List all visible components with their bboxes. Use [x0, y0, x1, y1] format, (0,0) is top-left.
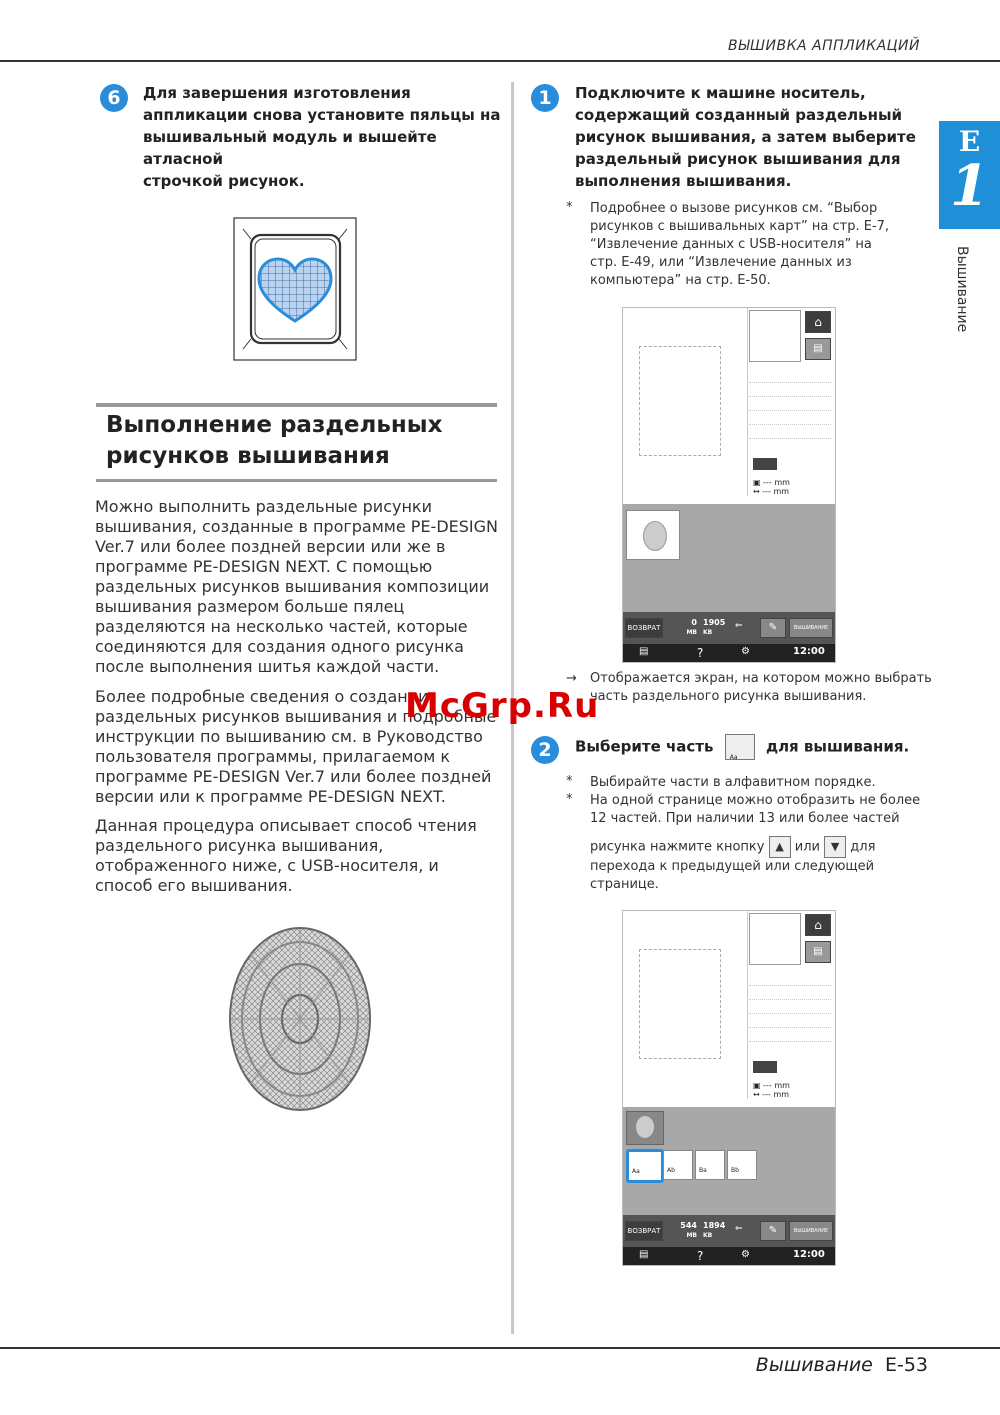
memory-button[interactable]	[805, 941, 831, 963]
note-line: рисунков с вышивальных карт” на стр. E-7,	[590, 219, 890, 234]
note-line: Подробнее о вызове рисунков см. “Выбор	[590, 201, 878, 216]
note-star: *	[566, 792, 573, 807]
page-footer	[756, 1354, 928, 1376]
part-icon-label: Aa	[729, 754, 738, 761]
bottom-toolbar	[623, 612, 835, 644]
thread-spool-icon	[753, 1061, 777, 1073]
step-2-note-1: Выбирайте части в алфавитном порядке.	[590, 775, 876, 790]
width-icon: ↔	[753, 1090, 763, 1099]
part-aa-button[interactable]	[626, 1149, 664, 1183]
home-button[interactable]	[805, 914, 831, 936]
watermark: McGrp.Ru	[405, 686, 600, 726]
part-label: Ab	[667, 1167, 675, 1174]
thread-spool-icon	[753, 458, 777, 470]
clock: 12:00	[793, 1249, 825, 1260]
height-mm: --- mm	[763, 1081, 790, 1090]
result-line: часть раздельного рисунка вышивания.	[590, 689, 867, 704]
delete-button[interactable]	[760, 1221, 786, 1241]
mem-value: 544	[680, 1221, 697, 1230]
eraser-icon: ✎	[768, 622, 778, 633]
header-rule	[0, 60, 1000, 62]
para-line: пользователя программы, прилагаемом к	[95, 747, 451, 766]
step-1-line: содержащий созданный раздельный	[575, 106, 903, 124]
eraser-icon: ✎	[768, 1225, 778, 1236]
para-line: отображенного ниже, с USB-носителя, и	[95, 856, 439, 875]
manual-icon[interactable]: ▤	[639, 1249, 649, 1260]
lace-thumb-icon	[643, 521, 667, 551]
step-6-line: строчкой рисунок.	[143, 172, 305, 190]
size-icon: ▣	[753, 1081, 764, 1090]
height-mm: --- mm	[763, 478, 790, 487]
step-6-line: аппликации снова установите пяльцы на	[143, 106, 501, 124]
usb-pattern-item[interactable]	[626, 510, 680, 560]
embroidery-frame-preview	[639, 346, 721, 456]
lcd-screen-2	[622, 910, 836, 1266]
memory-button[interactable]	[805, 338, 831, 360]
para-line: разделяются на несколько частей, которые	[95, 617, 468, 636]
memory-icon: ▤	[813, 946, 823, 957]
whole-pattern-thumb	[626, 1111, 664, 1145]
embroidery-button[interactable]: ВЫШИВАНИЕ	[789, 1221, 833, 1241]
section-title	[106, 410, 496, 472]
step-1-line: выполнения вышивания.	[575, 172, 792, 190]
usb-icon: ⇐	[735, 1224, 743, 1234]
mem-unit: KB	[703, 1232, 713, 1239]
part-label: Aa	[632, 1168, 640, 1175]
mem-unit: KB	[703, 629, 713, 636]
pattern-thumbnail	[749, 913, 801, 965]
home-icon: ⌂	[814, 315, 822, 329]
pattern-list-area	[623, 504, 835, 612]
step-2-text	[575, 734, 935, 760]
step-2-number: 2	[531, 736, 559, 764]
note-star: *	[566, 774, 573, 789]
para-line: вышивания, созданные в программе PE-DESIGN	[95, 517, 498, 536]
manual-icon[interactable]: ▤	[639, 646, 649, 657]
result-text	[590, 670, 935, 706]
mem-unit: MB	[686, 1232, 697, 1239]
step-2-before: Выберите часть	[575, 737, 714, 756]
note-line: “Извлечение данных с USB-носителя” на	[590, 237, 872, 252]
back-button[interactable]: ВОЗВРАТ	[625, 1221, 663, 1241]
step-6-text	[143, 82, 503, 192]
note-text: или	[794, 839, 820, 855]
chapter-number: 1	[950, 153, 989, 219]
page-number: E-53	[884, 1354, 928, 1376]
delete-button[interactable]	[760, 618, 786, 638]
home-button[interactable]	[805, 311, 831, 333]
step-1-line: Подключите к машине носитель,	[575, 84, 866, 102]
para-line: раздельного рисунка вышивания,	[95, 836, 384, 855]
result-arrow: →	[566, 671, 577, 686]
para-line: раздельных рисунков вышивания и подробные	[95, 707, 497, 726]
note-text: рисунка нажмите кнопку	[590, 839, 765, 855]
note-line: 12 частей. При наличии 13 или более частей	[590, 811, 900, 826]
step-1-text	[575, 82, 935, 192]
width-icon: ↔	[753, 487, 763, 496]
step-2-note-2	[590, 792, 935, 828]
para-line: программе PE-DESIGN Ver.7 или более поздней	[95, 767, 492, 786]
lcd-screen-1	[622, 307, 836, 663]
section-title-line: Выполнение раздельных	[106, 412, 443, 438]
para-line: Ver.7 или более поздней версии или же в	[95, 537, 446, 556]
lace-thumb-icon	[636, 1116, 654, 1138]
bottom-toolbar	[623, 1215, 835, 1247]
step-6-line: вышивальный модуль и вышейте атласной	[143, 128, 437, 168]
running-header: ВЫШИВКА АППЛИКАЦИЙ	[727, 38, 920, 54]
para-line: Данная процедура описывает способ чтения	[95, 816, 477, 835]
pattern-thumbnail	[749, 310, 801, 362]
back-button[interactable]: ВОЗВРАТ	[625, 618, 663, 638]
clock: 12:00	[793, 646, 825, 657]
footer-section: Вышивание	[755, 1354, 873, 1376]
part-button-inline	[725, 734, 755, 760]
note-star: *	[566, 200, 573, 215]
step-1-line: рисунок вышивания, а затем выберите	[575, 128, 916, 146]
section-title-line: рисунков вышивания	[106, 443, 390, 469]
size-icon: ▣	[753, 478, 764, 487]
step-6-number: 6	[100, 84, 128, 112]
chapter-letter: E	[958, 125, 981, 158]
settings-icon[interactable]: ⚙	[741, 646, 750, 657]
footer-rule	[0, 1347, 1000, 1349]
para-line: версии или к программе PE-DESIGN NEXT.	[95, 787, 446, 806]
help-icon[interactable]: ?	[697, 1249, 704, 1263]
memory-kb	[703, 618, 725, 636]
para-line: Можно выполнить раздельные рисунки	[95, 497, 432, 516]
para-line: инструкции по вышиванию см. в Руководство	[95, 727, 483, 746]
status-bar	[623, 644, 835, 662]
note-line: На одной странице можно отобразить не более	[590, 793, 921, 808]
memory-mb	[671, 618, 697, 636]
result-line: Отображается экран, на котором можно выбрать	[590, 671, 932, 686]
note-line: компьютера” на стр. E-50.	[590, 273, 771, 288]
status-bar	[623, 1247, 835, 1265]
mem-unit: MB	[686, 629, 697, 636]
memory-mb	[671, 1221, 697, 1239]
step-2-note-3	[590, 836, 935, 894]
usb-icon: ⇐	[735, 621, 743, 631]
para-line: соединяются для создания одного рисунка	[95, 637, 464, 656]
para-line: способ его вышивания.	[95, 876, 293, 895]
section-bottom-bar	[96, 479, 497, 482]
down-arrow-icon: ▼	[824, 836, 846, 858]
pattern-list-area	[623, 1107, 835, 1215]
part-label: Ba	[699, 1167, 707, 1174]
width-mm: --- mm	[762, 1090, 790, 1099]
hoop-heart-illustration	[233, 217, 358, 362]
embroidery-button[interactable]: ВЫШИВАНИЕ	[789, 618, 833, 638]
para-line: после выполнения шитья каждой части.	[95, 657, 440, 676]
size-readout	[753, 1081, 790, 1099]
part-bb-button[interactable]	[727, 1150, 757, 1180]
step-1-note	[590, 200, 930, 290]
mem-value: 0	[691, 618, 697, 627]
mem-value: 1894	[703, 1221, 726, 1230]
step-1-number: 1	[531, 84, 559, 112]
size-readout	[753, 478, 790, 496]
memory-kb	[703, 1221, 725, 1239]
chapter-tab	[939, 121, 1000, 229]
part-ba-button[interactable]	[695, 1150, 725, 1180]
step-2-after: для вышивания.	[765, 737, 910, 756]
part-ab-button[interactable]	[663, 1150, 693, 1180]
memory-icon: ▤	[813, 343, 823, 354]
chapter-vertical-label: Вышивание	[954, 246, 970, 333]
step-1-line: раздельный рисунок вышивания для	[575, 150, 901, 168]
note-line: стр. E-49, или “Извлечение данных из	[590, 255, 852, 270]
section-top-bar	[96, 403, 497, 407]
up-arrow-icon: ▲	[769, 836, 791, 858]
note-text: для	[850, 839, 876, 855]
width-mm: --- mm	[762, 487, 790, 496]
para-line: вышивания размером больше пялец	[95, 597, 405, 616]
settings-icon[interactable]: ⚙	[741, 1249, 750, 1260]
help-icon[interactable]: ?	[697, 646, 704, 660]
intro-paragraph-1	[95, 497, 505, 677]
intro-paragraph-3	[95, 816, 505, 896]
lace-pattern-illustration	[228, 926, 373, 1112]
para-line: раздельных рисунков вышивания композиции	[95, 577, 490, 596]
note-line: перехода к предыдущей или следующей	[590, 859, 875, 874]
home-icon: ⌂	[814, 918, 822, 932]
mem-value: 1905	[703, 618, 726, 627]
note-line: странице.	[590, 877, 659, 892]
part-label: Bb	[731, 1167, 739, 1174]
para-line: программе PE-DESIGN NEXT. С помощью	[95, 557, 433, 576]
embroidery-frame-preview	[639, 949, 721, 1059]
step-6-line: Для завершения изготовления	[143, 84, 411, 102]
para-line: Более подробные сведения о создании	[95, 687, 429, 706]
